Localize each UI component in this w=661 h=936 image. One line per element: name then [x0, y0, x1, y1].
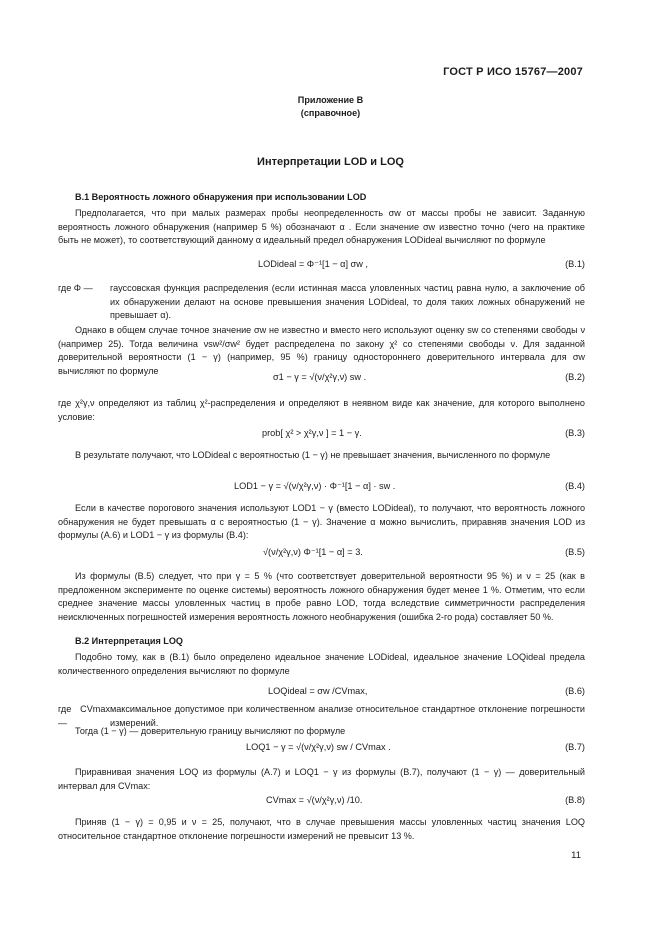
section-b1-paragraph-3 — [58, 397, 585, 424]
equation-b4-number: (В.4) — [565, 481, 585, 491]
section-b2-paragraph-2 — [58, 725, 585, 739]
equation-b7-formula: LOQ1 − γ = √(ν/χ²γ,ν) sw / CVmax . — [246, 742, 391, 752]
equation-b6-formula: LOQideal = σw /CVmax, — [268, 686, 368, 696]
equation-b5-formula: √(ν/χ²γ,ν) Φ⁻¹[1 − α] = 3. — [263, 547, 363, 557]
main-title: Интерпретации LOD и LOQ — [257, 156, 404, 168]
definition-phi-text: гауссовская функция распределения (если истинная масса уловленных частиц равна нулю, а заключение об их обнаружении делают на основе превышения значения LODideal, то доля таких ложных обнаружений не превышает α). — [110, 283, 585, 320]
equation-b3-formula: prob[ χ² > χ²γ,ν ] = 1 − γ. — [262, 428, 362, 438]
section-b1-paragraph-1 — [58, 207, 585, 248]
b1-p1-text: Предполагается, что при малых размерах пробы неопределенность σw от массы пробы не зависит. Заданную вероятность ложного обнаружения (например 5 %) обозначают α . Если значение σw известно точно (чего на практике быть не может), то соответствующий данному α идеальный предел обнаружения LODideal вычисляют по формуле — [58, 208, 585, 245]
section-b1-paragraph-5 — [58, 502, 585, 543]
equation-b8 — [58, 795, 585, 811]
section-b1-paragraph-4 — [58, 449, 585, 463]
b1-p3-text: где χ²γ,ν определяют из таблиц χ²-распределения и определяют в неявном виде как значение, для которого выполнено условие: — [58, 398, 585, 422]
equation-b5-number: (В.5) — [565, 547, 585, 557]
b2-p4-text: Приняв (1 − γ) = 0,95 и ν = 25, получают, что в случае превышения массы уловленных частиц значения LOQ относительное стандартное отклонение погрешности измерений не превысит 13 %. — [58, 817, 585, 841]
section-b2-heading: В.2 Интерпретация LOQ — [75, 636, 183, 646]
definition-cvmax-text: максимальное допустимое при количественном анализе относительное стандартное отклонение погрешности измерений. — [110, 704, 585, 728]
equation-b2 — [58, 372, 585, 388]
b2-p2-text: Тогда (1 − γ) — доверительную границу вычисляют по формуле — [75, 726, 346, 736]
section-b1-paragraph-6 — [58, 570, 585, 624]
equation-b8-formula: CVmax = √(ν/χ²γ,ν) /10. — [266, 795, 363, 805]
section-b1-paragraph-2 — [58, 324, 585, 378]
equation-b5 — [58, 547, 585, 563]
equation-b2-number: (В.2) — [565, 372, 585, 382]
section-b2-paragraph-3 — [58, 766, 585, 793]
b1-p2-text: Однако в общем случае точное значение σw не известно и вместо него используют оценку sw со степенями свободы ν (например 25). Тогда величина νsw²/σw² будет распределена по закону χ² со степенями свободы ν. Для заданной доверительной вероятности (1 − γ) (например, 95 %) границу одностороннего доверительного интервала для σw вычисляют по формуле — [58, 325, 585, 376]
equation-b7-number: (В.7) — [565, 742, 585, 752]
b1-p5-text: Если в качестве порогового значения используют LOD1 − γ (вместо LODideal), то получают, что вероятность ложного обнаружения не будет превышать α с вероятностью (1 − γ). Значение α можно вычислить, приравняв значения LOD из формулы (А.6) и LOD1 − γ из формулы (В.4): — [58, 503, 585, 540]
b1-p4-text: В результате получают, что LODideal с вероятностью (1 − γ) не превышает значения, вычисленного по формуле — [75, 450, 551, 460]
b2-p1-text: Подобно тому, как в (В.1) было определено идеальное значение LODideal, идеальное значение LOQideal предела количественного определения вычисляют по формуле — [58, 652, 585, 676]
equation-b4-formula: LOD1 − γ = √(ν/χ²γ,ν) · Φ⁻¹[1 − α] · sw . — [234, 481, 396, 491]
equation-b3-number: (В.3) — [565, 428, 585, 438]
definition-cvmax-term: где CVmax — — [58, 704, 110, 728]
equation-b4 — [58, 481, 585, 497]
equation-b1-formula: LODideal = Φ⁻¹[1 − α] σw , — [258, 259, 368, 269]
annex-title: Приложение В — [297, 95, 364, 105]
equation-b6 — [58, 686, 585, 702]
equation-b6-number: (В.6) — [565, 686, 585, 696]
b2-p3-text: Приравнивая значения LOQ из формулы (А.7) и LOQ1 − γ из формулы (В.7), получают (1 − γ) — доверительный интервал для CVmax: — [58, 767, 585, 791]
page-number: 11 — [571, 850, 581, 861]
section-b2-paragraph-1 — [58, 651, 585, 678]
definition-phi-term: где Φ — — [58, 283, 93, 293]
document-header: ГОСТ Р ИСО 15767—2007 — [443, 66, 583, 78]
b1-p6-text: Из формулы (В.5) следует, что при γ = 5 % (что соответствует доверительной вероятности 95 %) и ν = 25 (как в предложенном эксперименте по оценке системы) вероятность ложного обнаружения будет менее 1 %. Отметим, что если среднее значение массы уловленных частиц в пробе равно LOD, тогда вследствие симметричности распределения неисключенных погрешностей измерения вероятность ложного необнаружения (ошибка 2-го рода) составляет 50 %. — [58, 571, 585, 622]
equation-b3 — [58, 428, 585, 444]
equation-b8-number: (В.8) — [565, 795, 585, 805]
definition-phi — [58, 282, 585, 323]
equation-b7 — [58, 742, 585, 758]
section-b2-paragraph-4 — [58, 816, 585, 843]
section-b1-heading: В.1 Вероятность ложного обнаружения при использовании LOD — [75, 192, 367, 202]
equation-b2-formula: σ1 − γ = √(ν/χ²γ,ν) sw . — [273, 372, 367, 382]
equation-b1 — [58, 259, 585, 275]
equation-b1-number: (В.1) — [565, 259, 585, 269]
annex-subtitle: (справочное) — [300, 108, 361, 118]
